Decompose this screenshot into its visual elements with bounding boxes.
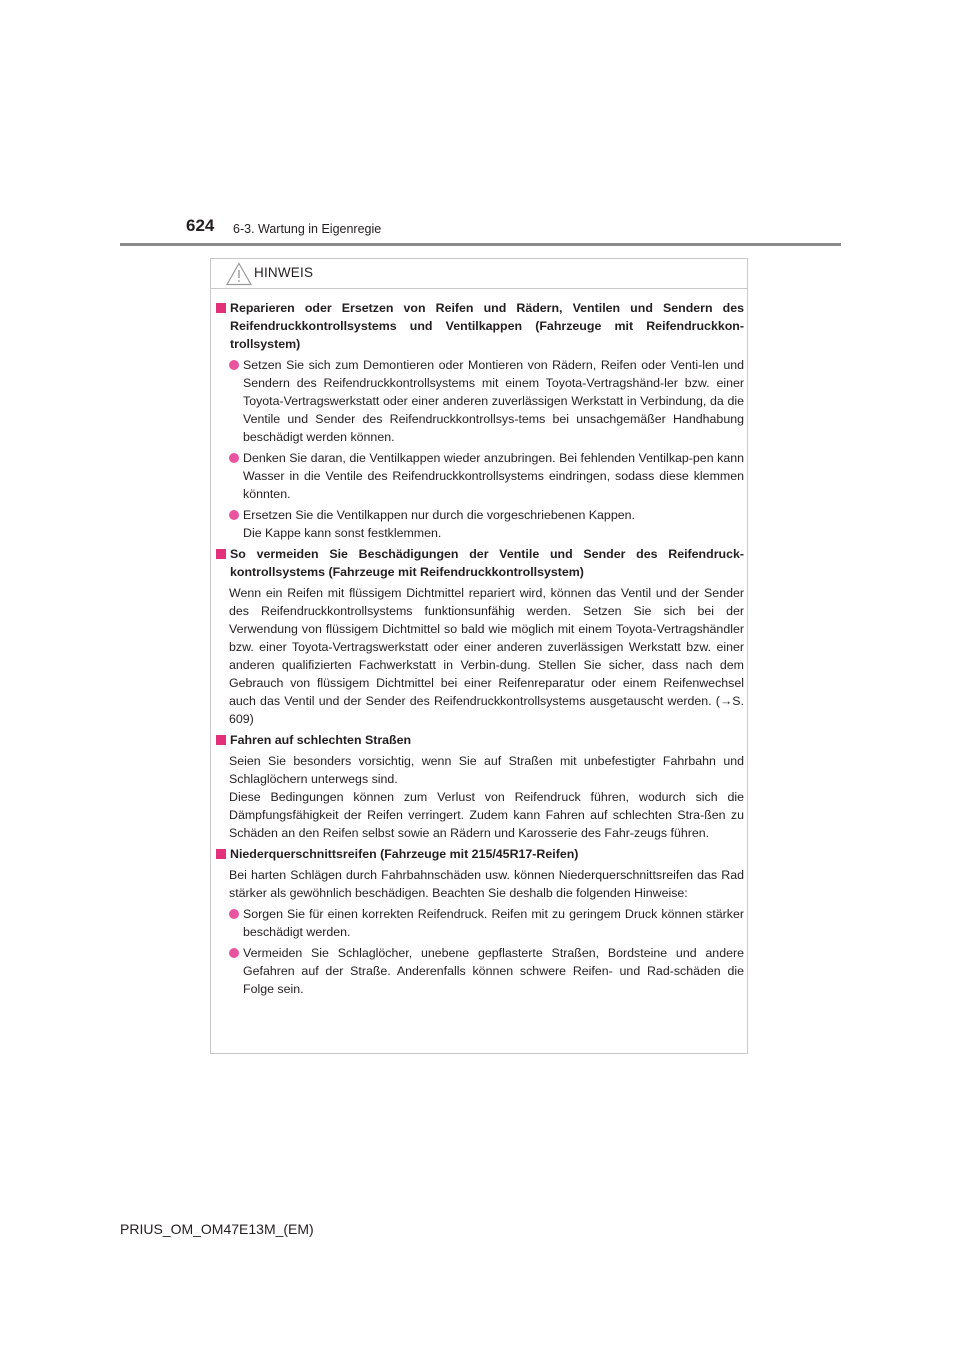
heading-schlechte-strassen bbox=[216, 731, 744, 749]
section-title: 6-3. Wartung in Eigenregie bbox=[233, 222, 382, 236]
bullet-item bbox=[216, 449, 744, 503]
heading-niederquerschnittsreifen bbox=[216, 845, 744, 863]
notice-box bbox=[210, 258, 748, 1054]
heading-text: So vermeiden Sie Beschädigungen der Ventile und Sender des Reifendruck-kontrollsystems (Fahrzeuge mit Reifendruckkontrollsystem) bbox=[230, 547, 744, 579]
notice-label: HINWEIS bbox=[254, 265, 314, 280]
notice-header bbox=[211, 259, 747, 289]
bullet-item bbox=[216, 944, 744, 998]
heading-text: Reparieren oder Ersetzen von Reifen und Rädern, Ventilen und Sendern des Reifendruckkontrollsystems und Ventilkappen (Fahrzeuge mit Reifendruckkon-trollsystem) bbox=[230, 301, 744, 351]
bullet-text: Sorgen Sie für einen korrekten Reifendruck. Reifen mit zu geringem Druck können stärker beschädigt werden. bbox=[243, 907, 744, 939]
page-number: 624 bbox=[186, 216, 215, 235]
bullet-item bbox=[216, 356, 744, 446]
square-bullet-icon bbox=[216, 303, 226, 313]
bullet-text: Denken Sie daran, die Ventilkappen wieder anzubringen. Bei fehlenden Ventilkap-pen kann Wasser in die Ventile des Reifendruckkontrollsystems eindringen, sodass diese klemmen könnten. bbox=[243, 451, 744, 501]
bullet-item bbox=[216, 905, 744, 941]
square-bullet-icon bbox=[216, 849, 226, 859]
heading-text: Niederquerschnittsreifen (Fahrzeuge mit 215/45R17-Reifen) bbox=[230, 847, 579, 861]
bullet-text: Setzen Sie sich zum Demontieren oder Montieren von Rädern, Reifen oder Venti-len und Sendern des Reifendruckkontrollsystems mit einem Toyota-Vertragshänd-ler bzw. einer Toyota-Vertragswerkstatt oder einer anderen zuverlässigen Werkstatt in Verbindung, da die Ventile und Sender des Reifendruckkontrollsys-tems bei unsachgemäßer Handhabung beschädigt werden können. bbox=[243, 358, 744, 444]
notice-body bbox=[216, 299, 744, 1001]
heading-text: Fahren auf schlechten Straßen bbox=[230, 733, 412, 747]
paragraph: Seien Sie besonders vorsichtig, wenn Sie auf Straßen mit unbefestigter Fahrbahn und Schlaglöchern unterwegs sind. Diese Bedingungen können zum Verlust von Reifendruck führen, wodurch sich die Dämpfungsfähigkeit der Reifen verringert. Zudem kann Fahren auf schlechten Stra-ßen zu Schäden an den Reifen selbst sowie an Rädern und Karosserie des Fahr-zeugs führen. bbox=[229, 754, 744, 840]
paragraph: Wenn ein Reifen mit flüssigem Dichtmittel repariert wird, können das Ventil und der Sender des Reifendruckkontrollsystems funktionsunfähig werden. Setzen Sie sich bei der Verwendung von flüssigem Dichtmittel so bald wie möglich mit einem Toyota-Vertragshändler bzw. einer Toyota-Vertragswerkstatt oder einer anderen zuverlässigen Werkstatt bzw. einer anderen qualifizierten Fachwerkstatt in Verbin-dung. Stellen Sie sicher, dass nach dem Gebrauch von flüssigem Dichtmittel bei einer Reifenreparatur oder einem Reifenwechsel auch das Ventil und der Sender des Reifendruckkontrollsystems ausgetauscht werden. (→S. 609) bbox=[229, 586, 744, 726]
square-bullet-icon bbox=[216, 735, 226, 745]
circle-bullet-icon bbox=[229, 453, 239, 463]
bullet-text: Ersetzen Sie die Ventilkappen nur durch die vorgeschriebenen Kappen. Die Kappe kann sonst festklemmen. bbox=[243, 508, 635, 540]
heading-beschaedigungen-vermeiden bbox=[216, 545, 744, 581]
circle-bullet-icon bbox=[229, 948, 239, 958]
circle-bullet-icon bbox=[229, 510, 239, 520]
bullet-item bbox=[216, 506, 744, 542]
heading-reifen-ersetzen bbox=[216, 299, 744, 353]
footer-code: PRIUS_OM_OM47E13M_(EM) bbox=[120, 1221, 314, 1237]
bullet-text: Vermeiden Sie Schlaglöcher, unebene gepflasterte Straßen, Bordsteine und andere Gefahren auf der Straße. Anderenfalls können schwere Reifen- und Rad-schäden die Folge sein. bbox=[243, 946, 744, 996]
circle-bullet-icon bbox=[229, 360, 239, 370]
warning-triangle-icon bbox=[226, 262, 252, 286]
square-bullet-icon bbox=[216, 549, 226, 559]
circle-bullet-icon bbox=[229, 909, 239, 919]
header-rule bbox=[120, 243, 841, 246]
paragraph: Bei harten Schlägen durch Fahrbahnschäden usw. können Niederquerschnittsreifen das Rad stärker als gewöhnlich beschädigen. Beachten Sie deshalb die folgenden Hinweise: bbox=[229, 868, 744, 900]
